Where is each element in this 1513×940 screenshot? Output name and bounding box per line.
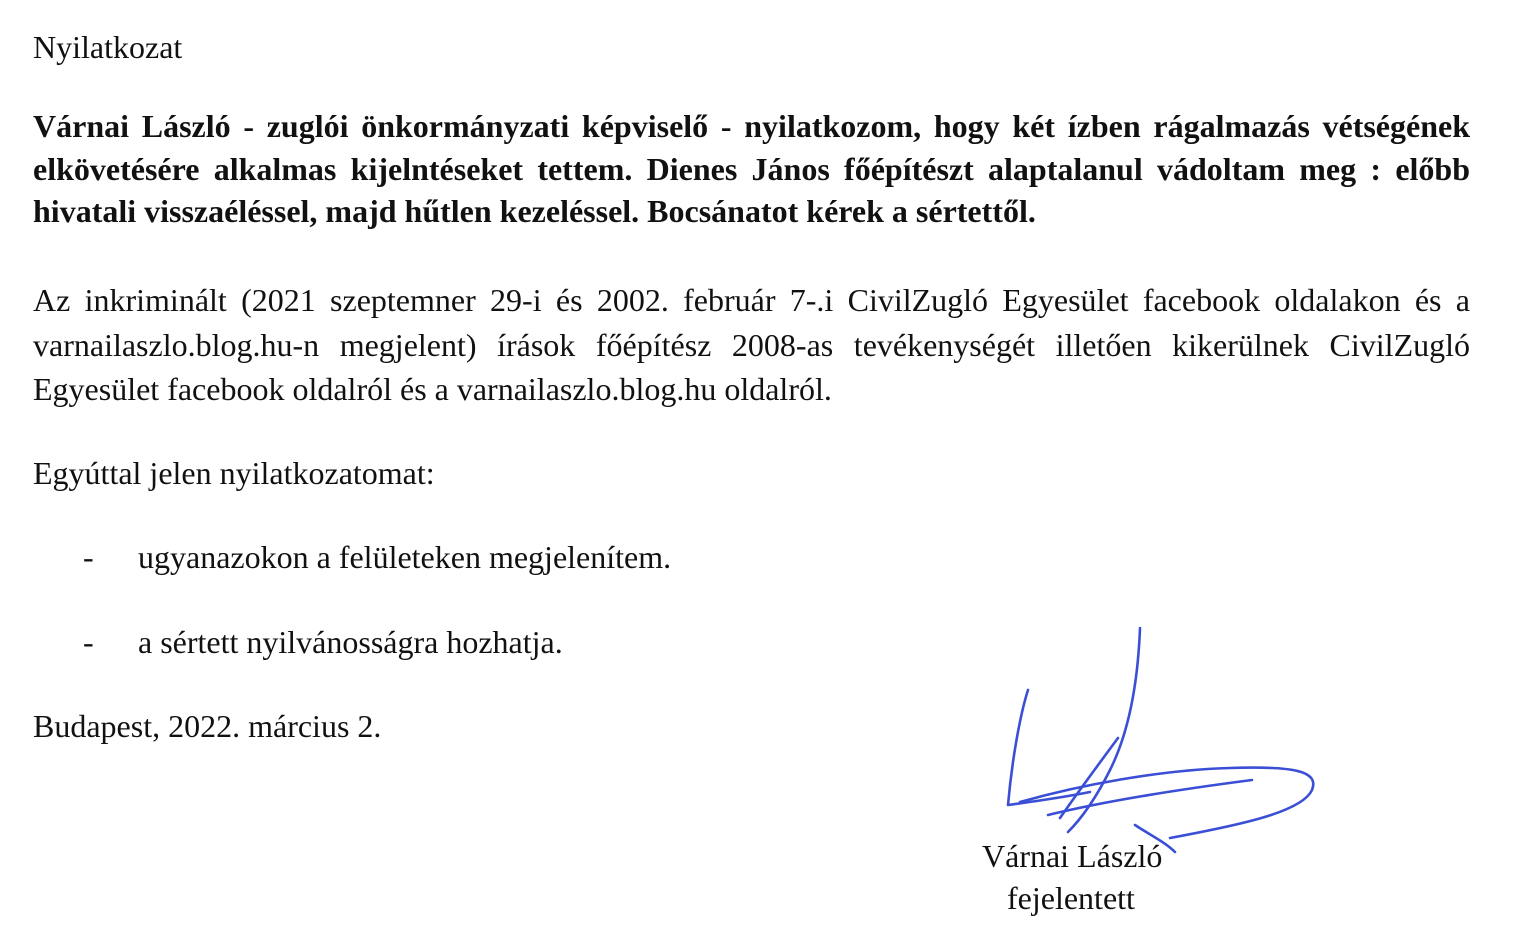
signature-stroke xyxy=(1048,780,1252,815)
bullet-dash: - xyxy=(83,624,94,660)
signature-stroke xyxy=(1020,768,1313,838)
statement-paragraph: Várnai László - zuglói önkormányzati képviselő - nyilatkozom, hogy két ízben rágalmazás vétségének elkövetésére alkalmas kijelntéseket tettem. Dienes János főépítészt alaptalanul vádoltam meg : előbb hivatali visszaéléssel, majd hűtlen kezeléssel. Bocsánatot kérek a sértettől. xyxy=(33,108,1470,229)
signature-stroke xyxy=(1068,628,1140,832)
place-date: Budapest, 2022. március 2. xyxy=(33,708,382,744)
intro-line: Egyúttal jelen nyilatkozatomat: xyxy=(33,455,435,491)
handwritten-signature xyxy=(990,620,1330,860)
signatory-name: Várnai László xyxy=(982,838,1163,874)
removal-paragraph: Az inkriminált (2021 szeptemner 29-i és 2002. február 7-.i CivilZugló Egyesület facebook oldalakon és a varnailaszlo.blog.hu-n megjelent) írások főépítész 2008-as tevékenységét illetően kikerülnek CivilZugló Egyesület facebook oldalról és a varnailaszlo.blog.hu oldalról. xyxy=(33,282,1470,407)
list-item-text: a sértett nyilvánosságra hozhatja. xyxy=(138,624,563,660)
document-title: Nyilatkozat xyxy=(33,29,183,65)
signatory-role: fejelentett xyxy=(1007,880,1135,916)
list-item-text: ugyanazokon a felületeken megjelenítem. xyxy=(138,539,672,575)
bullet-dash: - xyxy=(83,539,94,575)
